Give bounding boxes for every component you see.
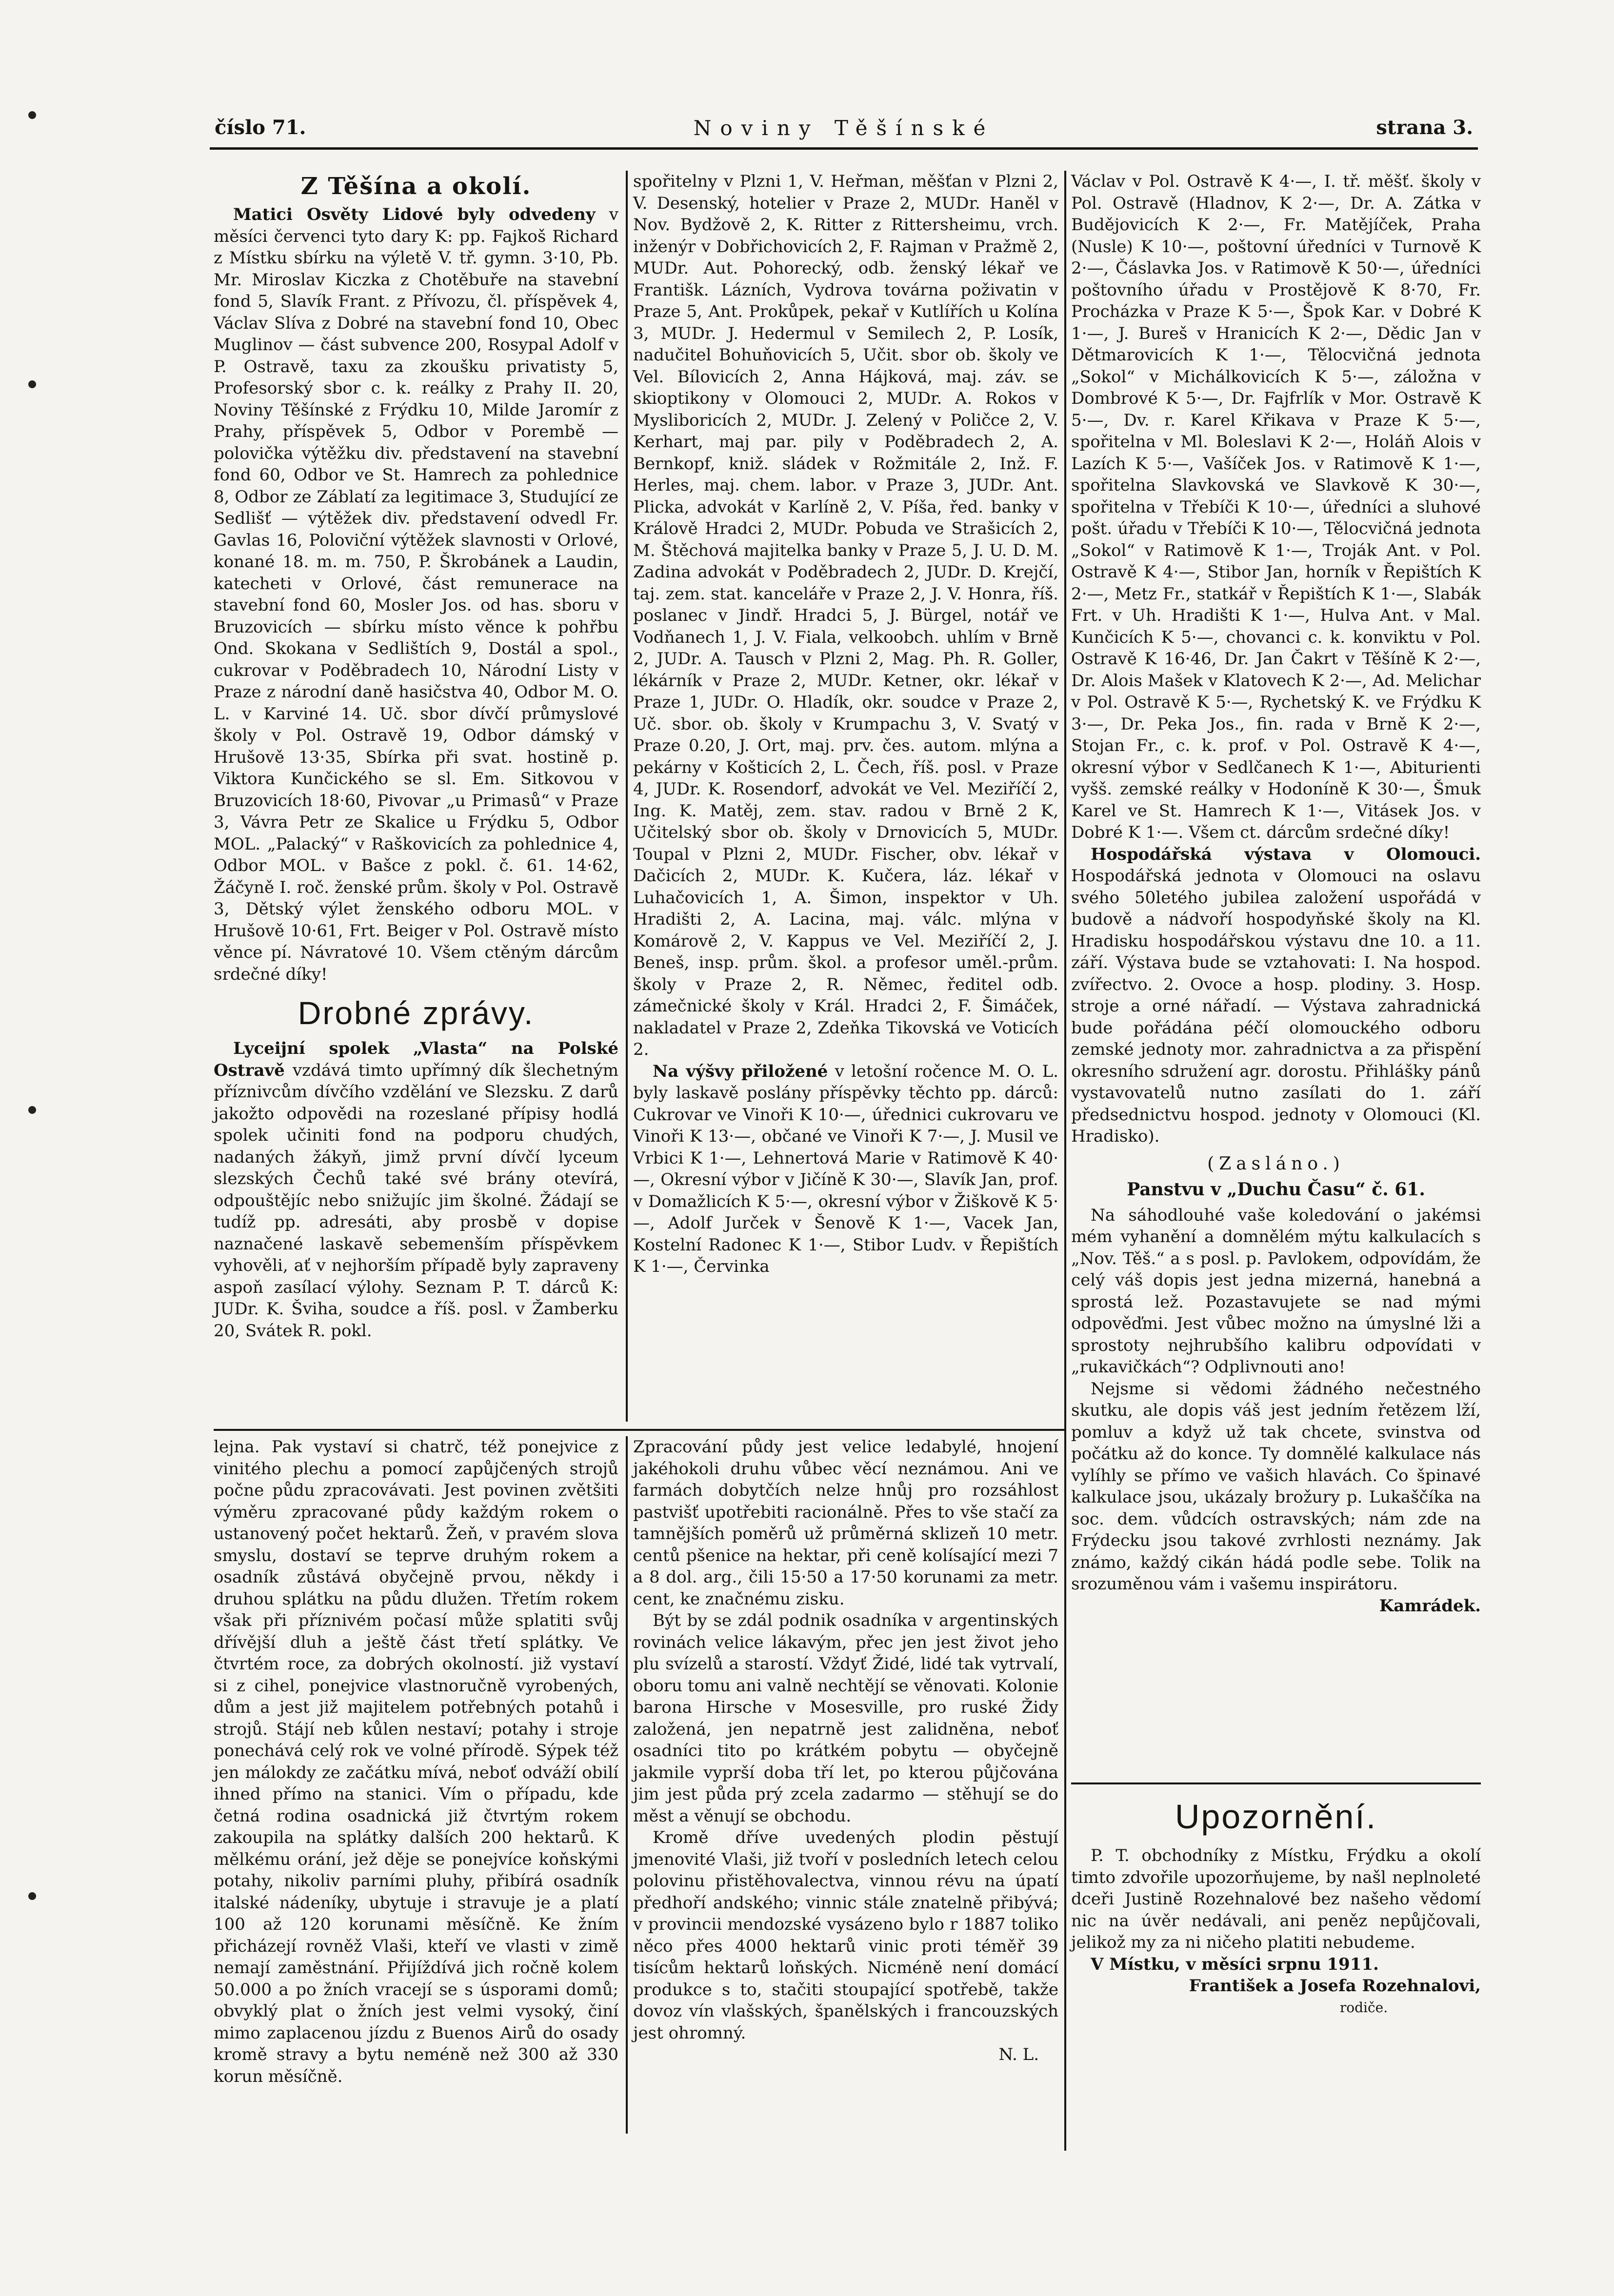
punch-hole (28, 380, 36, 388)
column-divider (1064, 171, 1066, 2151)
article-body: v měsíci červenci tyto dary K: pp. Fajkoš Richard z Místku sbírku na výletě V. tř. gymn. 3·10, Pb. Mr. Miroslav Kiczka z Chotěbuře na stavební fond 5, Slavík Frant. z Přívozu, čl. příspěvek 4, Václav Slíva z Dobré na stavební fond 10, Obec Muglinov — část subvence 200, Rosypal Adolf v P. Ostravě, taxu za zkoušku privatisty 5, Profesorský sbor c. k. reálky z Prahy II. 20, Noviny Těšínské z Frýdku 10, Milde Jaromír z Prahy, příspěvek 5, Odbor v Porembě — polovička výtěžku div. představení na stavební fond 60, Odbor ve St. Hamrech za pohlednice 8, Odbor ze Záblatí za legitimace 3, Studující ze Sedlišť — výtěžek div. představení odvedl Fr. Gavlas 16, Poloviční výtěžek slavnosti v Orlové, konané 18. m. m. 750, P. Škrobánek a Laudin, katecheti v Orlové, část remunerace na stavební fond 60, Mosler Jos. od has. sboru v Bruzovicích — sbírku místo věnce k pohřbu Ond. Skokana v Sedlištích 9, Dostál a spol., cukrovar v Poděbradech 10, Národní Listy v Praze z národní daně hasičstva 40, Odbor M. O. L. v Karviné 14. Uč. sbor dívčí průmyslové školy v Pol. Ostravě 19, Odbor dámský v Hrušově 13·35, Sbírka při svat. hostině p. Viktora Kunčického se sl. Em. Sitkovou v Bruzovicích 18·60, Pivovar „u Primasů“ v Praze 3, Vávra Petr ze Skalice u Frýdku 5, Odbor MOL. „Palacký“ v Raškovicích za pohlednice 4, Odbor MOL. v Bašce z pokl. č. 61. 14·62, Žáčyně I. roč. ženské prům. školy v Pol. Ostravě 3, Dětský výlet ženského odboru MOL. v Hrušově 10·61, Frt. Beiger v Pol. Ostravě místo věnce pí. Návratové 10. Všem ctěným dárcům srdečné díky! (214, 205, 618, 984)
issue-number: číslo 71. (215, 116, 306, 139)
zaslano-paragraph: Na sáhodlouhé vaše koledování o jakémsi mém vyhanění a domnělém mýtu kalkulacích s „Nov. Těš.“ a s posl. p. Pavlokem, odpovídám, že celý váš dopis jest jedna mizerná, hanebná a sprostá lež. Pozastavujete se nad mými odpověďmi. Jest vůbec možno na úmyslné lži a sprostoty nejhrubšího kalibru odpovídati v „rukavičkách“? Odplivnouti ano! (1071, 1205, 1481, 1377)
zaslano-signature: Kamrádek. (1379, 1596, 1481, 1616)
article-argentina-part4: Kromě dříve uvedených plodin pěstují jmenovité Vlaši, již tvoří v posledních letech celou polovinu přistěhovalectva, vinnou révu na úpatí předhoří andského; vinnic stále znatelně přibývá; v provincii mendozské vysázeno bylo r 1887 toliko něco přes 4000 hektarů vinic proti téměř 39 tisícům hektarů loňských. Nicméně není domácí produkce s to, stačiti stoupající spotřebě, takže dovoz vín vlašských, španělských i francouzských jest ohromný. (633, 1828, 1058, 2043)
article-vystava (1071, 844, 1481, 1148)
article-argentina-part3: Být by se zdál podnik osadníka v argentinských rovinách velice lákavým, přec jen jest život jeho plu svízelů a starostí. Vždyť Židé, lidé tak vytrvalí, oboru tomu ani valně nechtějí se věnovati. Kolonie barona Hirsche v Mosesville, pro ruské Židy založená, jen nepatrně jest zalidněna, neboť osadníci tito po krátkém pobytu — obyčejně jakmile vyprší doba tří let, po kterou půjčována jim jest půda prý zcela zadarmo — stěhují se do měst a věnují se obchodu. (633, 1611, 1058, 1826)
column-3 (1071, 171, 1481, 1616)
newspaper-title: Noviny Těšínské (693, 116, 995, 140)
notice-title: Upozornění. (1175, 1798, 1377, 1836)
horizontal-rule (214, 1429, 1064, 1431)
zaslano-paragraph: Nejsme si vědomi žádného nečestného skutku, ale dopis váš jest jedním řetězem lží, pomluv a když už tak chcete, svinstva od počátku až do konce. Ty domnělé kalkulace nás vylíhly se přímo ve vašich hlavách. Co špinavé kalkulace jsou, ukázaly brožury p. Lukaščíka na soc. dem. vůdcích ostravských; nám zde na Frýdecku jsou takové zvrhlosti neznámy. Jak známo, každý cikán hádá podle sebe. Tolik na srozuměnou vám i vašemu inspirátoru. (1071, 1379, 1481, 1594)
section-title-tesin: Z Těšína a okolí. (300, 173, 532, 200)
header-rule (210, 147, 1478, 150)
column-2-bottom (633, 1436, 1058, 2134)
article-body: Hospodářská jednota v Olomouci na oslavu svého 50letého jubilea založení uspořádá v budově a nádvoří hospodyňské školy na Kl. Hradisku hospodářskou výstavu dne 10. a 11. září. Výstava bude se vztahovati: I. Na hospod. zvířectvo. 2. Ovoce a hosp. plodiny. 3. Hosp. stroje a orné nářadí. — Výstava zahradnická bude pořádána péčí olomouckého odboru zemské jednoty mor. zahradnictva a za přispění okresního sdružení agr. dorostu. Přihlášky pánů vystavovatelů nutno zasílati do 1. září předsednictvu hospod. jednoty v Olomouci (Kl. Hradisko). (1071, 866, 1481, 1146)
punch-hole (28, 1106, 36, 1114)
punch-hole (28, 1892, 36, 1900)
article-lead: Lyceijní spolek „Vlasta“ na Polské Ostravě (214, 1039, 618, 1080)
page-number: strana 3. (1376, 116, 1473, 139)
column-1-bottom (214, 1436, 618, 2134)
column-1-top (214, 171, 618, 1424)
notice-body: P. T. obchodníky z Místku, Frýdku a okolí timto zdvořile upozorňujeme, by našl neplnoleté dceři Justině Rozehnalové bez našeho vědomí nic na úvěr nedávali, ani peněz nepůjčovali, jelikož my za ni ničeho platiti nebudeme. (1071, 1846, 1481, 1952)
notice-signature: František a Josefa Rozehnalovi, (1189, 1976, 1481, 1996)
article-body: vzdává timto upřímný dík šlechetným příznivcům dívčího vzdělání ve Slezsku. Z darů jakožto odpovědi na rozeslané přípisy hodlá spolek učiniti fond na podporu chudých, nadaných žákyň, jimž první dívčí lyceum slezských Čechů také své brány otevírá, odpouštějíc nebo snižujíc jim školné. Žádají se tudíž pp. adresáti, aby prosbě v dopise naznačené laskavě sebemenším příspěvkem vyhověli, ať v nejhorším případě byly zapraveny aspoň zasílací výlohy. Seznam P. T. dárců K: JUDr. K. Šviha, soudce a říš. posl. v Žamberku 20, Svátek R. pokl. (214, 1060, 618, 1341)
notice-box (1071, 1787, 1481, 2158)
notice-place-date: V Místku, v měsíci srpnu 1911. (1091, 1954, 1379, 1974)
section-title-drobne: Drobné zprávy. (298, 995, 535, 1031)
article-argentina-part1: lejna. Pak vystaví si chatrč, též ponejvice z vinitého plechu a pomocí zapůjčených strojů počne půdu zpracovávati. Jest povinen zvětšiti výměru zpracované půdy každým rokem o ustanovený počet hektarů. Žeň, v pravém slova smyslu, dostaví se teprve druhým rokem a osadník zůstává obyčejně prvou, někdy i druhou splátku na půdu dlužen. Třetím rokem však při příznivém počasí může splatiti svůj dřívější dluh a ještě část třetí splátky. Ve čtvrtém roce, za dobrých okolností. již vystaví si z cihel, ponejvice vlastnoručně vyrobených, dům a jest již majitelem potřebných potahů i strojů. Stájí neb kůlen nestaví; potahy i stroje ponechává celý rok ve volné přírodě. Sýpek též jen málokdy ze začátku mívá, neboť odváží obilí ihned přímo na stanici. Vím o případu, kde četná rodina osadnická již čtvrtým rokem zakoupila na splátky dalších 200 hektarů. K mělkému orání, jež děje se ponejvíce koňskými potahy, nikoliv parními pluhy, přibírá osadník italské nádeníky, ubytuje i stravuje je a platí 100 až 120 korunami měsíčně. Ke žním přicházejí rovněž Vlaši, kteří ve vlasti v zimě nemají zaměstnání. Přijíždívá jich ročně kolem 50.000 a po žních vracejí se s úsporami domů; obvyklý plat o žních jest velmi vysoký, činí mimo zaplacenou jízdu z Buenos Airů do osady kromě stravy a bytu neméně než 300 až 330 korun měsíčně. (214, 1437, 618, 2086)
zaslano-heading: (Zasláno.) (1207, 1153, 1345, 1174)
article-signature: N. L. (998, 2045, 1039, 2064)
column-divider (626, 171, 628, 1422)
column-divider (626, 1436, 628, 2134)
article-lead: Hospodářská výstava v Olomouci. (1091, 844, 1481, 864)
article-vlasta (214, 1038, 618, 1342)
column-2-top (633, 171, 1058, 1424)
article-continued-list: spořitelny v Plzni 1, V. Heřman, měšťan v Plzni 2, V. Desenský, hotelier v Praze 2, MUDr. Haněl v Nov. Bydžově 2, K. Ritter z Rittersheimu, vrch. inženýr v Dobřichovicích 2, F. Rajman v Pražmě 2, MUDr. Aut. Pohorecký, odb. ženský lékař ve Františk. Lázních, Vydrova továrna poživatin v Praze 5, Ant. Prokůpek, pekař v Kutlířích u Kolína 3, MUDr. J. Hedermul v Semilech 2, P. Losík, nadučitel Bohuňovicích 5, Učit. sbor ob. školy ve Vel. Bílovicích 2, Anna Hájková, maj. záv. se skioptikony v Olomouci 2, MUDr. A. Rokos v Mysliboricích 2, MUDr. J. Zelený v Poličce 2, V. Kerhart, maj par. pily v Poděbradech 2, A. Bernkopf, kniž. sládek v Rožmitále 2, Inž. F. Herles, maj. chem. labor. v Praze 3, JUDr. Ant. Plicka, advokát v Karlíně 2, V. Píša, řed. banky v Králově Hradci 2, MUDr. Pobuda ve Strašicích 2, M. Štěchová majitelka banky v Praze 5, J. U. D. M. Zadina advokát v Poděbradech 2, JUDr. D. Krejčí, taj. zem. stat. kanceláře v Praze 2, J. V. Honra, říš. poslanec v Jindř. Hradci 5, J. Bürgel, notář ve Vodňanech 1, J. V. Fiala, velkoobch. uhlím v Brně 2, JUDr. A. Tausch v Plzni 2, Mag. Ph. R. Goller, lékárník v Praze 2, MUDr. Ketner, okr. lékař v Praze 1, JUDr. O. Hladík, okr. soudce v Praze 2, Uč. sbor. ob. školy v Krumpachu 3, V. Svatý v Praze 0.20, J. Ort, maj. prv. čes. autom. mlýna a pekárny v Košticích 2, L. Čech, říš. posl. v Praze 4, JUDr. K. Rosendorf, advokát ve Vel. Meziříčí 2, Ing. K. Matěj, zem. stav. radou v Brně 2 K, Učitelský sbor ob. školy v Drnovicích 5, MUDr. Toupal v Plzni 2, MUDr. Fischer, obv. lékař v Dačicích 2, MUDr. K. Kučera, láz. lékař v Luhačovicích 1, A. Šimon, inspektor v Uh. Hradišti 2, A. Lacina, maj. válc. mlýna v Komárově 2, V. Kappus ve Vel. Meziříčí 2, J. Beneš, insp. prům. škol. a profesor uměl.-prům. školy v Praze 2, R. Němec, ředitel odb. zámečnické školy v Král. Hradci 2, F. Šimáček, nakladatel v Praze 2, Zdeňka Tikovská ve Voticích 2. (633, 172, 1058, 1059)
punch-hole (28, 111, 36, 119)
page-header (215, 116, 1473, 145)
article-matice (214, 204, 618, 985)
article-rocenka (633, 1061, 1058, 1278)
article-body: v letošní ročence M. O. L. byly laskavě poslány příspěvky těchto pp. dárců: Cukrovar ve Vinoři K 10·—, úřednici cukrovaru ve Vinoři K 13·—, občané ve Vinoři K 7·—, J. Musil ve Vrbici K 1·—, Lehnertová Marie v Ratimově K 40·—, Okresní výbor v Jičíně K 30·—, Slavík Jan, prof. v Domažlicích K 5·—, okresní výbor v Žiškově K 5·—, Adolf Jurček v Šenově K 1·—, Vacek Jan, Kostelní Radonec K 1·—, Stibor Ludv. v Řepištích K 1·—, Červinka (633, 1061, 1058, 1276)
article-lead: Matici Osvěty Lidové byly odvedeny (233, 205, 596, 224)
article-lead: Na výšvy přiložené (653, 1061, 828, 1081)
zaslano-title: Panstvu v „Duchu Času“ č. 61. (1127, 1179, 1425, 1200)
notice-signature-role: rodiče. (1339, 1999, 1388, 2016)
horizontal-rule (1071, 1782, 1481, 1784)
article-continued-list: Václav v Pol. Ostravě K 4·—, I. tř. měšť. školy v Pol. Ostravě (Hladnov, K 2·—, Dr. A. Zátka v Budějovicích K 2·—, Fr. Matějíček, Praha (Nusle) K 10·—, poštovní úředníci v Turnově K 2·—, Čáslavka Jos. v Ratimově K 50·—, úředníci poštovního úřadu v Prostějově K 8·70, Fr. Procházka v Praze K 5·—, Špok Kar. v Dobré K 1·—, J. Bureš v Hranicích K 2·—, Dědic Jan v Dětmarovicích K 1·—, Tělocvičná jednota „Sokol“ v Michálkovicích K 5·—, záložna v Dombrové K 5·—, Dr. Fajfrlík v Mor. Ostravě K 5·—, Dv. r. Karel Křikava v Praze K 5·—, spořitelna v Ml. Boleslavi K 2·—, Holáň Alois v Lazích K 5·—, Vašíček Jos. v Ratimově K 1·—, spořitelna Slavkovská ve Slavkově K 30·—, spořitelna v Třebíči K 10·—, úředníci a sluhové pošt. úřadu v Třebíči K 10·—, Tělocvičná jednota „Sokol“ v Ratimově K 1·—, Troják Ant. v Pol. Ostravě K 4·—, Stibor Jan, horník v Řepištích K 2·—, Metz Fr., statkář v Řepištích K 1·—, Slabák Frt. v Uh. Hradišti K 1·—, Hulva Ant. v Mal. Kunčicích K 5·—, chovanci c. k. konviktu v Pol. Ostravě K 16·46, Dr. Jan Čakrt v Těšíně K 2·—, Dr. Alois Mašek v Klatovech K 2·—, Ad. Melichar v Pol. Ostravě K 5·—, Rychetský K. ve Frýdku K 3·—, Dr. Peka Jos., fin. rada v Brně K 2·—, Stojan Fr., c. k. prof. v Pol. Ostravě K 4·—, okresní výbor v Sedlčanech K 1·—, Abiturienti vyšš. zemské reálky v Hodoníně K 30·—, Šmuk Karel ve St. Hamrech K 1·—, Vitásek Jos. v Dobré K 1·—. Všem ct. dárcům srdečné díky! (1071, 172, 1481, 842)
article-argentina-part2: Zpracování půdy jest velice ledabylé, hnojení jakéhokoli druhu vůbec věcí neznámou. Ani ve farmách dobytčích nelze hnůj pro rozsáhlost pastvišť upotřebiti racionálně. Přes to vše stačí za tamnějších poměrů už průměrná sklizeň 10 metr. centů pšenice na hektar, při ceně kolísající mezi 7 a 8 dol. arg., čili 15·50 a 17·50 korunami za metr. cent, ke značnému zisku. (633, 1437, 1058, 1609)
